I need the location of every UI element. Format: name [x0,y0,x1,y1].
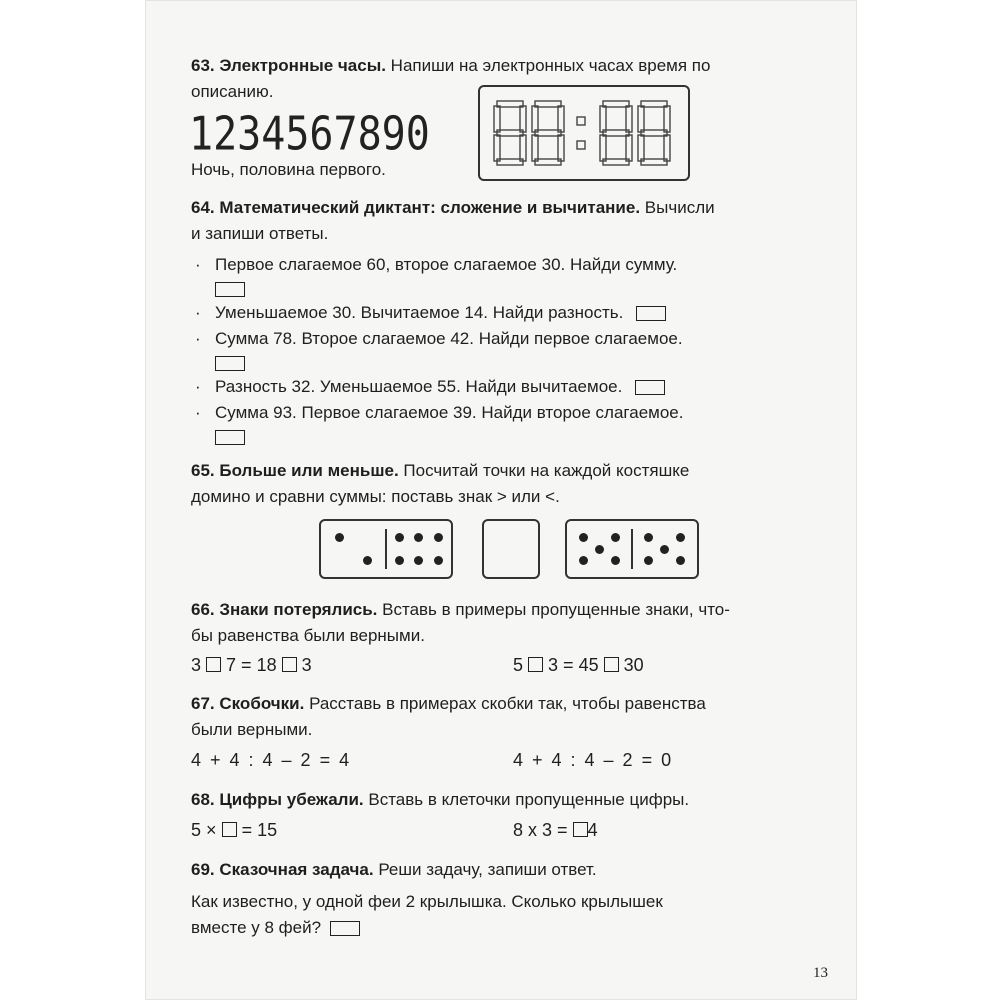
ex64-item-3: · Сумма 78. Второе слагаемое 42. Найди первое слагаемое. [195,329,683,348]
ex64-answer-box-4[interactable] [635,380,665,395]
workbook-page [145,0,857,1000]
ex67-equation-1: 4 + 4 : 4 – 2 = 4 [191,750,350,770]
domino-pip [676,556,685,565]
missing-digit-box[interactable] [222,822,237,837]
ex67-text-2: были верными. [191,720,313,739]
ex65-text-1: Посчитай точки на каждой костяшке [403,461,690,480]
ex68-text-1: Вставь в клеточки пропущенные цифры. [368,790,690,809]
ex66-title: Знаки потерялись. [219,600,378,619]
domino-pip [414,533,423,542]
ex69-text-3: вместе у 8 фей? [191,918,360,938]
domino-pip [579,533,588,542]
ex64-answer-box-2[interactable] [636,306,666,321]
clock-segments [480,87,688,179]
ex67-text-1: Расставь в примерах скобки так, чтобы равенства [309,694,706,713]
domino-right [565,519,699,579]
domino-pip [434,533,443,542]
ex63-heading [191,56,710,76]
domino-pip [579,556,588,565]
ex64-text-2: и запиши ответы. [191,224,329,243]
ex64-heading [191,198,715,218]
bullet-icon: · [195,303,201,322]
ex66-equation-2: 5 3 = 45 30 [513,655,644,675]
ex65-number: 65. [191,461,215,480]
ex63-number: 63. [191,56,215,75]
ex65-text-2: домино и сравни суммы: поставь знак > или <. [191,487,560,506]
ex68-number: 68. [191,790,215,809]
ex64-item-5: · Сумма 93. Первое слагаемое 39. Найди второе слагаемое. [195,403,684,422]
domino-pip [676,533,685,542]
ex63-text-1: Напиши на электронных часах время по [390,56,711,75]
ex66-text-1: Вставь в примеры пропущенные знаки, что- [382,600,730,619]
ex64-text-1: Вычисли [644,198,715,217]
ex69-title: Сказочная задача. [219,860,374,879]
bullet-icon: · [195,255,201,274]
ex64-answer-box-5[interactable] [215,427,245,447]
segment-digits-sample: 1234567890 [189,108,430,161]
domino-pip [660,545,669,554]
domino-pip [644,533,653,542]
missing-sign-box[interactable] [282,657,297,672]
ex68-equation-1: 5 × = 15 [191,820,278,840]
domino-pip [434,556,443,565]
ex65-title: Больше или меньше. [219,461,399,480]
ex65-heading [191,461,689,481]
ex68-title: Цифры убежали. [219,790,364,809]
ex63-title: Электронные часы. [219,56,386,75]
ex69-answer-box[interactable] [330,921,360,936]
ex68-heading [191,790,689,810]
bullet-icon: · [195,377,201,396]
domino-divider [385,529,387,569]
missing-sign-box[interactable] [206,657,221,672]
ex64-answer-box-3[interactable] [215,353,245,373]
domino-left [319,519,453,579]
domino-pip [395,556,404,565]
ex64-number: 64. [191,198,215,217]
compare-sign-box[interactable] [482,519,540,579]
ex66-number: 66. [191,600,215,619]
ex66-text-2: бы равенства были верными. [191,626,425,645]
ex67-number: 67. [191,694,215,713]
ex64-item-4: · Разность 32. Уменьшаемое 55. Найди вычитаемое. [195,377,665,397]
ex69-number: 69. [191,860,215,879]
ex66-equation-1: 3 7 = 18 3 [191,655,312,675]
domino-pip [395,533,404,542]
ex67-equation-2: 4 + 4 : 4 – 2 = 0 [513,750,672,770]
domino-pip [335,533,344,542]
ex63-time-description: Ночь, половина первого. [191,160,386,179]
missing-digit-box[interactable] [573,822,588,837]
ex69-heading [191,860,597,880]
domino-divider [631,529,633,569]
ex66-heading [191,600,730,620]
missing-sign-box[interactable] [604,657,619,672]
ex69-text-2: Как известно, у одной феи 2 крылышка. Сколько крылышек [191,892,663,911]
missing-sign-box[interactable] [528,657,543,672]
digital-clock-display[interactable] [478,85,690,181]
ex68-equation-2: 8 x 3 = 4 [513,820,598,840]
page-number: 13 [813,965,828,981]
ex63-text-2: описанию. [191,82,274,101]
ex67-title: Скобочки. [219,694,305,713]
ex64-answer-box-1[interactable] [215,279,245,299]
ex64-item-2: · Уменьшаемое 30. Вычитаемое 14. Найди разность. [195,303,666,323]
domino-pip [363,556,372,565]
domino-pip [611,556,620,565]
ex67-heading [191,694,706,714]
ex64-item-1: · Первое слагаемое 60, второе слагаемое 30. Найди сумму. [195,255,678,274]
domino-pip [414,556,423,565]
ex64-title: Математический диктант: сложение и вычитание. [219,198,641,217]
bullet-icon: · [195,403,201,422]
domino-pip [611,533,620,542]
bullet-icon: · [195,329,201,348]
domino-pip [595,545,604,554]
ex69-text-1: Реши задачу, запиши ответ. [378,860,597,879]
domino-pip [644,556,653,565]
